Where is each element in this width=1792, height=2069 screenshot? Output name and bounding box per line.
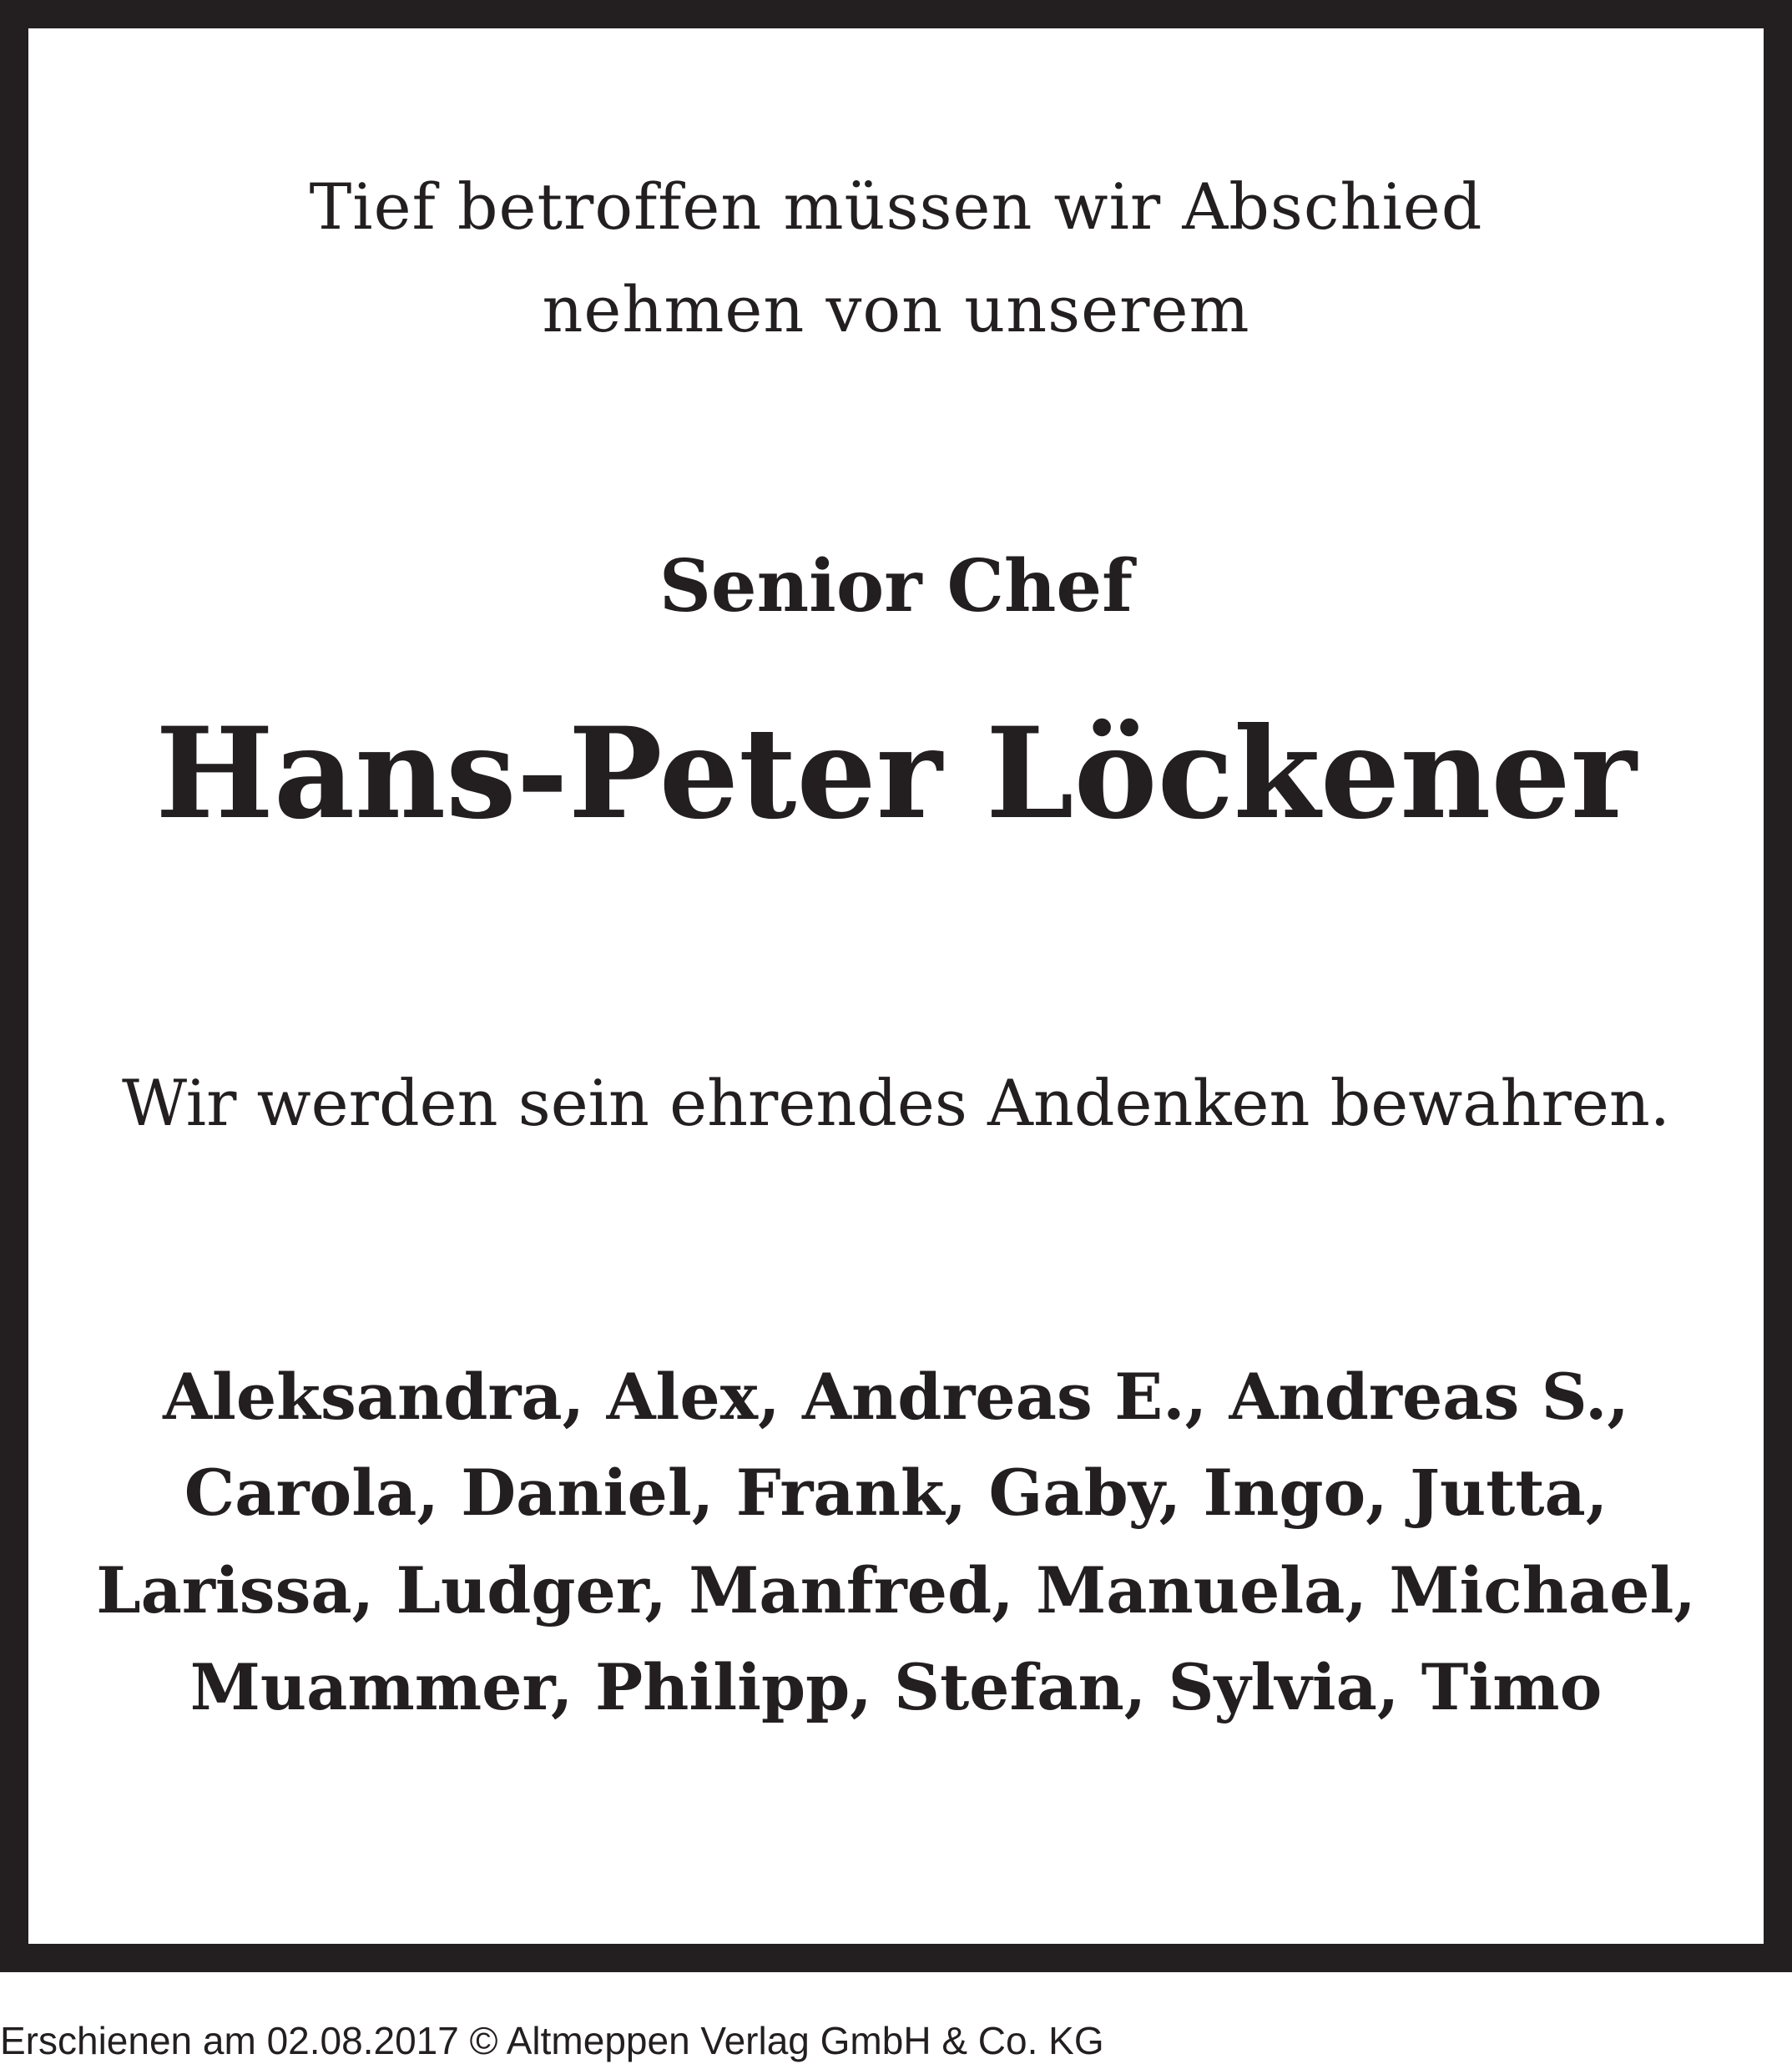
- intro-line-1: Tief betroffen müssen wir Abschied: [309, 169, 1483, 244]
- closing-statement: Wir werden sein ehrendes Andenken bewahren.: [122, 1066, 1670, 1140]
- publication-footer: Erschienen am 02.08.2017 © Altmeppen Verlag GmbH & Co. KG: [0, 2019, 1104, 2062]
- deceased-title: Senior Chef: [659, 544, 1133, 628]
- signature-line-1: Aleksandra, Alex, Andreas E., Andreas S.,: [163, 1360, 1629, 1434]
- signature-line-4: Muammer, Philipp, Stefan, Sylvia, Timo: [189, 1650, 1603, 1724]
- signature-line-3: Larissa, Ludger, Manfred, Manuela, Michael,: [96, 1553, 1696, 1627]
- deceased-name: Hans-Peter Löckener: [155, 700, 1637, 847]
- signature-line-2: Carola, Daniel, Frank, Gaby, Ingo, Jutta,: [184, 1456, 1608, 1530]
- intro-line-2: nehmen von unserem: [542, 272, 1250, 346]
